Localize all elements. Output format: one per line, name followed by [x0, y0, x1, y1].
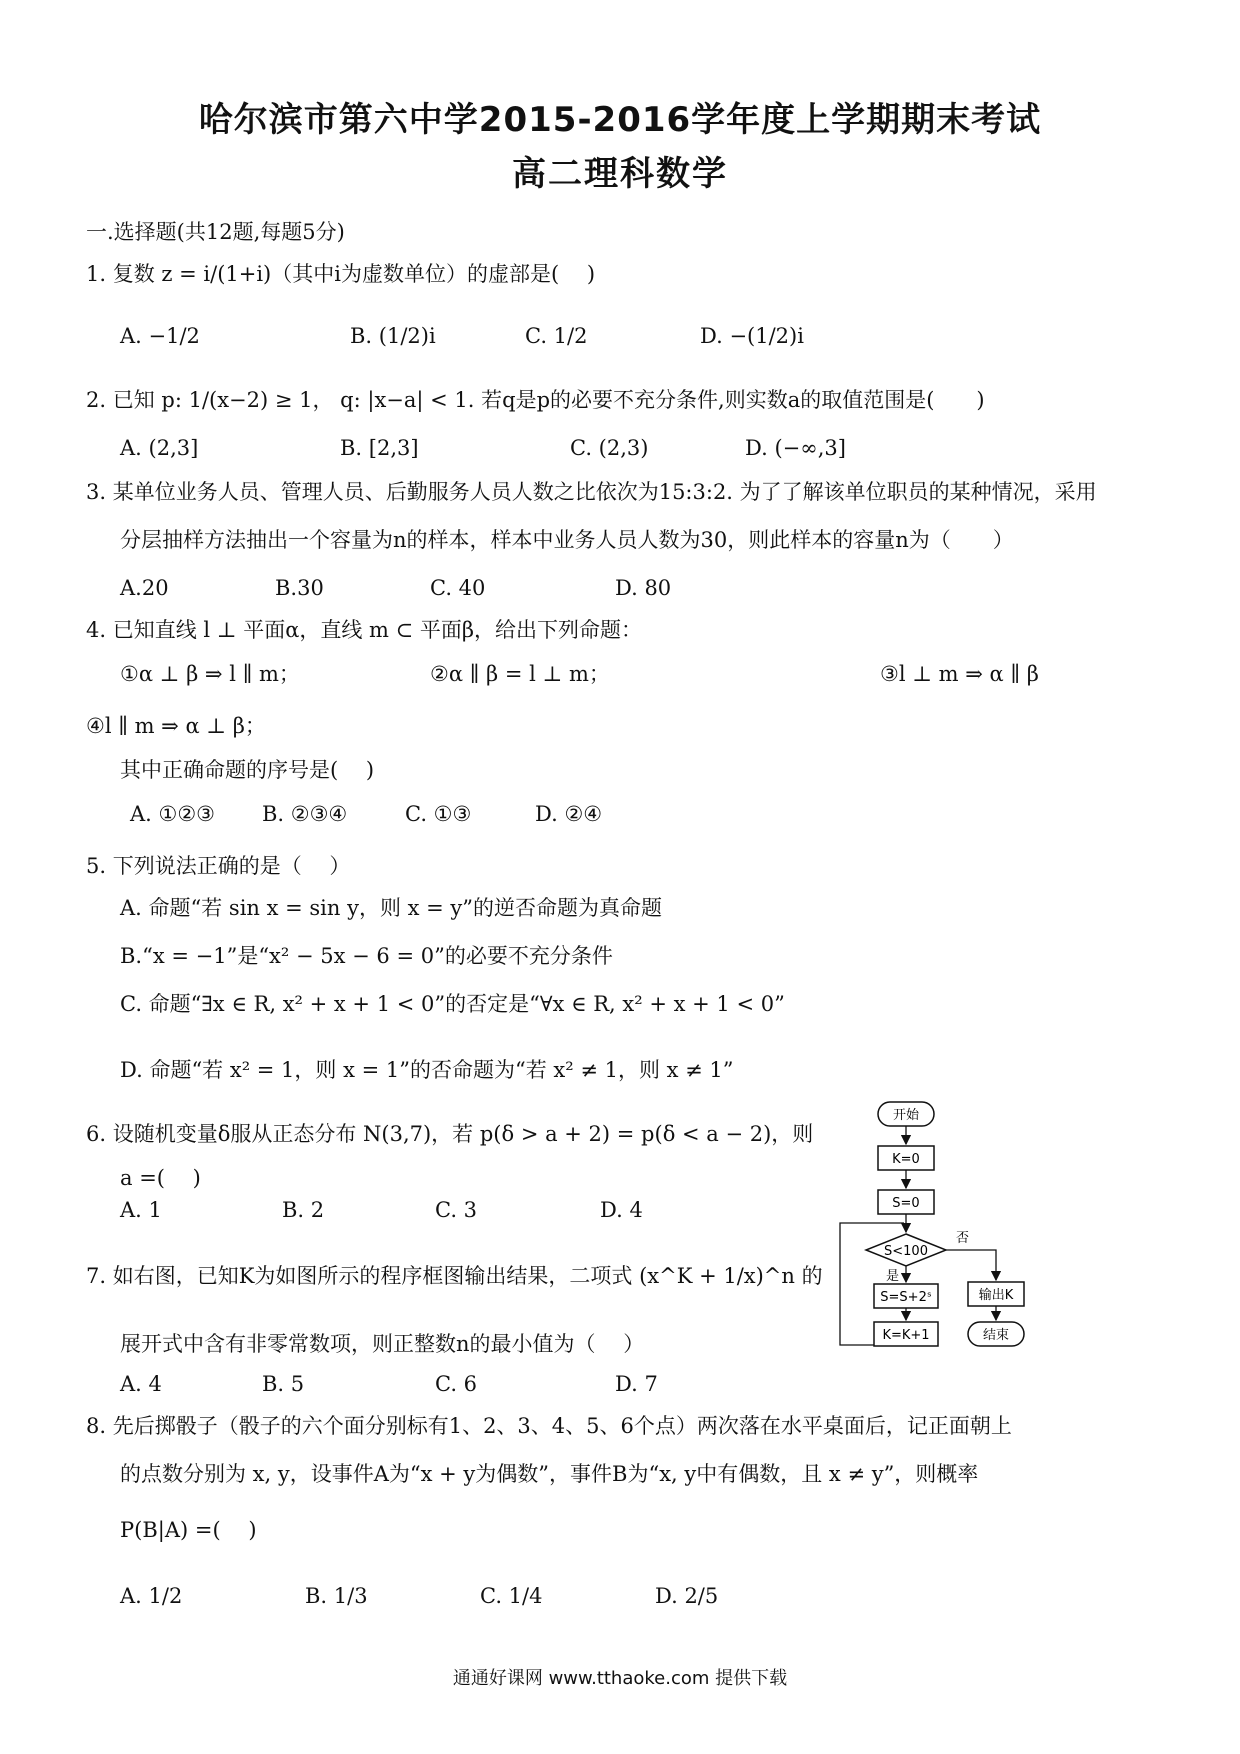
flow-k0-label: K=0 [892, 1152, 920, 1167]
flowchart-diagram [838, 1100, 1058, 1355]
q1-option-d: D. −(1/2)i [700, 324, 804, 348]
q1-option-a: A. −1/2 [120, 324, 200, 348]
exam-title: 哈尔滨市第六中学2015-2016学年度上学期期末考试 [198, 100, 1042, 140]
q4-option-c: C. ①③ [405, 802, 472, 826]
question-4-text: 4. 已知直线 l ⊥ 平面α，直线 m ⊂ 平面β，给出下列命题： [86, 618, 643, 642]
flow-no-label: 否 [956, 1231, 970, 1246]
flow-update-k-label: K=K+1 [882, 1328, 930, 1343]
q4-ask: 其中正确命题的序号是( ) [120, 758, 375, 782]
question-2-text: 2. 已知 p: 1/(x−2) ≥ 1， q: |x−a| < 1. 若q是p的必要不充分条件,则实数a的取值范围是( ) [86, 388, 985, 412]
q7-option-a: A. 4 [120, 1372, 162, 1396]
q3-option-d: D. 80 [615, 576, 672, 600]
q5-option-b: B.“x = −1”是“x² − 5x − 6 = 0”的必要不充分条件 [120, 944, 613, 968]
flow-start-label: 开始 [892, 1108, 920, 1123]
q8-option-c: C. 1/4 [480, 1584, 543, 1608]
q4-proposition-1: ①α ⊥ β ⇒ l ∥ m； [120, 662, 300, 686]
flow-condition-label: S<100 [884, 1244, 928, 1259]
q7-option-d: D. 7 [615, 1372, 658, 1396]
q7-option-c: C. 6 [435, 1372, 478, 1396]
q4-option-a: A. ①②③ [130, 802, 215, 826]
question-5-text: 5. 下列说法正确的是（ ） [86, 854, 351, 878]
q7-option-b: B. 5 [262, 1372, 305, 1396]
q6-option-b: B. 2 [282, 1198, 325, 1222]
q4-proposition-3: ③l ⊥ m ⇒ α ∥ β [880, 662, 1039, 686]
q3-option-a: A.20 [120, 576, 169, 600]
q4-proposition-4: ④l ∥ m ⇒ α ⊥ β； [86, 714, 266, 738]
question-6-line2: a =( ) [120, 1166, 201, 1190]
flow-s0-label: S=0 [892, 1196, 920, 1211]
q2-option-b: B. [2,3] [340, 436, 419, 460]
question-8-line1: 8. 先后掷骰子（骰子的六个面分别标有1、2、3、4、5、6个点）两次落在水平桌面后，记正面朝上 [86, 1414, 1012, 1438]
q2-option-a: A. (2,3] [120, 436, 199, 460]
q2-option-c: C. (2,3) [570, 436, 649, 460]
question-6-line1: 6. 设随机变量δ服从正态分布 N(3,7)，若 p(δ > a + 2) = p(δ < a − 2)，则 [86, 1122, 814, 1146]
q5-option-c: C. 命题“∃x ∈ R, x² + x + 1 < 0”的否定是“∀x ∈ R, x² + x + 1 < 0” [120, 992, 785, 1016]
q1-option-b: B. (1/2)i [350, 324, 436, 348]
q8-option-d: D. 2/5 [655, 1584, 719, 1608]
q5-option-a: A. 命题“若 sin x = sin y，则 x = y”的逆否命题为真命题 [120, 896, 663, 920]
exam-subtitle: 高二理科数学 [512, 154, 728, 194]
question-8-line2: 的点数分别为 x, y，设事件A为“x + y为偶数”，事件B为“x, y中有偶数，且 x ≠ y”，则概率 [120, 1462, 979, 1486]
q6-option-a: A. 1 [120, 1198, 162, 1222]
q2-option-d: D. (−∞,3] [745, 436, 846, 460]
section-heading: 一.选择题(共12题,每题5分) [86, 220, 345, 244]
q4-option-d: D. ②④ [535, 802, 603, 826]
flow-end-label: 结束 [982, 1328, 1010, 1343]
q4-proposition-2: ②α ∥ β = l ⊥ m； [430, 662, 610, 686]
q1-option-c: C. 1/2 [525, 324, 588, 348]
flow-yes-label: 是 [886, 1269, 900, 1284]
q3-option-c: C. 40 [430, 576, 486, 600]
flow-output-label: 输出K [978, 1288, 1014, 1303]
q3-option-b: B.30 [275, 576, 324, 600]
q4-option-b: B. ②③④ [262, 802, 348, 826]
flow-update-s-label: S=S+2ˢ [880, 1290, 932, 1305]
q6-option-d: D. 4 [600, 1198, 643, 1222]
question-8-line3: P(B|A) =( ) [120, 1518, 257, 1542]
question-7-line1: 7. 如右图，已知K为如图所示的程序框图输出结果，二项式 (x^K + 1/x)^n 的 [86, 1264, 823, 1288]
q8-option-a: A. 1/2 [120, 1584, 183, 1608]
q5-option-d: D. 命题“若 x² = 1，则 x = 1”的否命题为“若 x² ≠ 1，则 x ≠ 1” [120, 1058, 734, 1082]
q6-option-c: C. 3 [435, 1198, 478, 1222]
page-footer: 通通好课网 www.tthaoke.com 提供下载 [452, 1668, 788, 1689]
question-7-line2: 展开式中含有非零常数项，则正整数n的最小值为（ ） [120, 1332, 645, 1356]
question-3-line2: 分层抽样方法抽出一个容量为n的样本，样本中业务人员人数为30，则此样本的容量n为（ ） [120, 528, 1014, 552]
question-3-line1: 3. 某单位业务人员、管理人员、后勤服务人员人数之比依次为15:3:2. 为了了解该单位职员的某种情况，采用 [86, 480, 1097, 504]
question-1-text: 1. 复数 z = i/(1+i)（其中i为虚数单位）的虚部是( ) [86, 262, 596, 286]
q8-option-b: B. 1/3 [305, 1584, 368, 1608]
